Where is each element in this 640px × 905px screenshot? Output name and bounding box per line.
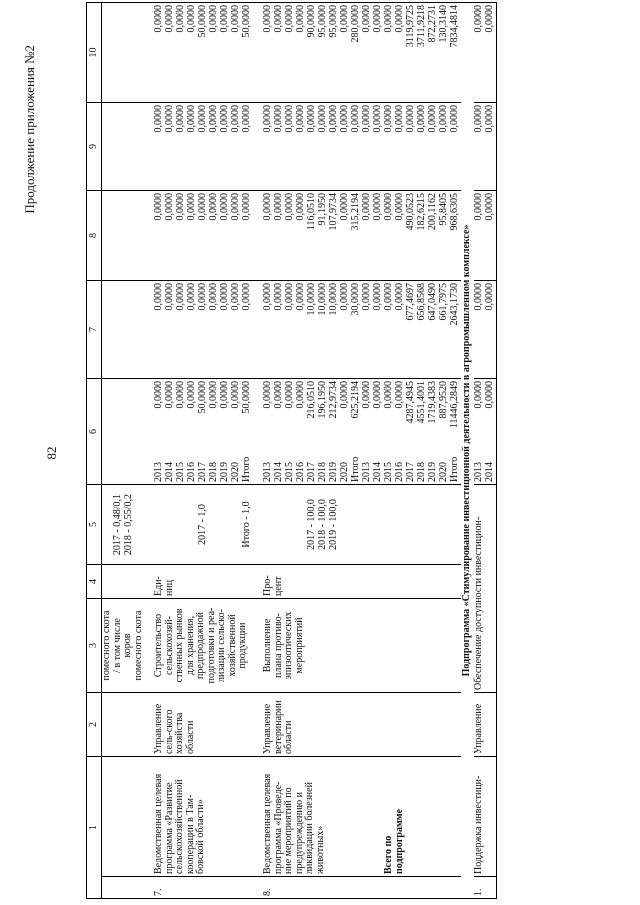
table-row-7 — [154, 3, 253, 899]
row-index: 8. — [263, 877, 362, 899]
column-number-1: 1 — [87, 757, 102, 899]
executor-cell: Управление — [474, 693, 497, 757]
page-number: 82 — [44, 446, 59, 460]
column-8-values: 0,0000 0,0000 — [474, 191, 497, 281]
table-row-1 — [474, 3, 497, 899]
indicator-cell: Строительство сельскохозяй- ственных рынков для хранения, предпродажной подготовки и реа- лизации сельско- хозяйственной продукции — [154, 599, 253, 693]
indicator-cell: Обеспечение доступности инвестицион- — [474, 485, 497, 693]
column-9-values: 0,0000 0,0000 0,0000 0,0000 0,0000 0,0000 0,0000 0,0000 0,0000 — [362, 103, 461, 191]
row-index: 1. — [474, 877, 497, 899]
program-name-cell: Ведомственная целевая программа «Проведе- ние мероприятий по предупреждению и ликвидации болезней животных» — [263, 757, 362, 877]
target-cell: 2017 - 1,0 Итого - 1,0 — [154, 485, 253, 565]
subprogram-total-label: Всего по подпрограмме — [362, 757, 461, 877]
column-number-row — [87, 3, 102, 899]
appendix-continuation-label: Продолжение приложения №2 — [22, 45, 37, 214]
table-row-8 — [263, 3, 362, 899]
row-index: 7. — [154, 877, 253, 899]
column-number-7: 7 — [87, 281, 102, 379]
column-8-values: 0,0000 0,0000 0,0000 0,0000 116,0510 91,1950 107,9734 0,0000 315,2194 — [263, 191, 362, 281]
subprogram-title: Подпрограмма «Стимулирование инвестиционной деятельности в агропромышленном комплексе» — [461, 3, 474, 899]
column-8-values: 0,0000 0,0000 0,0000 0,0000 490,0523 182,6215 200,1162 95,8405 968,6305 — [362, 191, 461, 281]
years-values-cell: 2013 2014 0,0000 0,0000 — [474, 379, 497, 485]
years-values-cell: 2013 2014 2015 2016 2017 2018 2019 2020 Итого 0,0000 0,0000 0,0000 0,0000 4287,4945 4551,4001 1719,4383 887,9520 11446,2849 — [362, 379, 461, 485]
column-7-values: 0,0000 0,0000 0,0000 0,0000 0,0000 0,0000 0,0000 0,0000 0,0000 — [154, 281, 253, 379]
years-values-cell: 2013 2014 2015 2016 2017 2018 2019 2020 Итого 0,0000 0,0000 0,0000 0,0000 50,0000 0,0000 0,0000 0,0000 50,0000 — [154, 379, 253, 485]
table-row-subprogram-total — [362, 3, 461, 899]
column-10-values: 0,0000 0,0000 0,0000 0,0000 50,0000 0,0000 0,0000 0,0000 50,0000 — [154, 3, 253, 103]
table-row-continued — [102, 3, 145, 899]
column-10-values: 0,0000 0,0000 0,0000 0,0000 3119,9725 3711,9218 872,2731 130,3140 7834,4814 — [362, 3, 461, 103]
executor-cell: Управление ветеринарии области — [263, 693, 362, 757]
program-name-cell: Ведомственная целевая программа «Развитие сельскохозяйственной кооперации в Там- бовской области» — [154, 757, 253, 877]
column-9-values: 0,0000 0,0000 0,0000 0,0000 0,0000 0,0000 0,0000 0,0000 0,0000 — [263, 103, 362, 191]
target-cell: 2017 - 100,0 2018 - 100,0 2019 - 100,0 — [263, 485, 362, 565]
program-financing-table — [86, 2, 497, 899]
column-number-10: 10 — [87, 3, 102, 103]
unit-cell: Еди- ниц — [154, 565, 253, 599]
column-7-values: 0,0000 0,0000 0,0000 0,0000 10,0000 10,0000 10,0000 0,0000 30,0000 — [263, 281, 362, 379]
column-number-3: 3 — [87, 599, 102, 693]
column-9-values: 0,0000 0,0000 — [474, 103, 497, 191]
column-number-4: 4 — [87, 565, 102, 599]
target-cell: 2017 - 0,48/0,1 2018 - 0,55/0,2 — [102, 485, 145, 565]
years-values-cell: 2013 2014 2015 2016 2017 2018 2019 2020 Итого 0,0000 0,0000 0,0000 0,0000 216,0510 196,1950 212,9734 0,0000 625,2194 — [263, 379, 362, 485]
column-number-8: 8 — [87, 191, 102, 281]
column-7-values: 0,0000 0,0000 — [474, 281, 497, 379]
column-9-values: 0,0000 0,0000 0,0000 0,0000 0,0000 0,0000 0,0000 0,0000 0,0000 — [154, 103, 253, 191]
column-number-5: 5 — [87, 485, 102, 565]
column-10-values: 0,0000 0,0000 0,0000 0,0000 90,0000 95,0000 95,0000 0,0000 280,0000 — [263, 3, 362, 103]
subprogram-heading-row — [461, 3, 474, 899]
column-10-values: 0,0000 0,0000 — [474, 3, 497, 103]
column-number-9: 9 — [87, 103, 102, 191]
unit-cell: Про- цент — [263, 565, 362, 599]
indicator-cell: помесного скота / в том числе коров помесного скота — [102, 599, 145, 693]
executor-cell: Управление сель-ского хозяйства области — [154, 693, 253, 757]
indicator-cell: Выполнение плана противо- эпизоотических мероприятий — [263, 599, 362, 693]
column-number-2: 2 — [87, 693, 102, 757]
column-8-values: 0,0000 0,0000 0,0000 0,0000 0,0000 0,0000 0,0000 0,0000 0,0000 — [154, 191, 253, 281]
program-name-cell: Поддержка инвестици- — [474, 757, 497, 877]
column-7-values: 0,0000 0,0000 0,0000 0,0000 677,4697 656,8568 647,0490 661,7975 2643,1730 — [362, 281, 461, 379]
column-number-6: 6 — [87, 379, 102, 485]
